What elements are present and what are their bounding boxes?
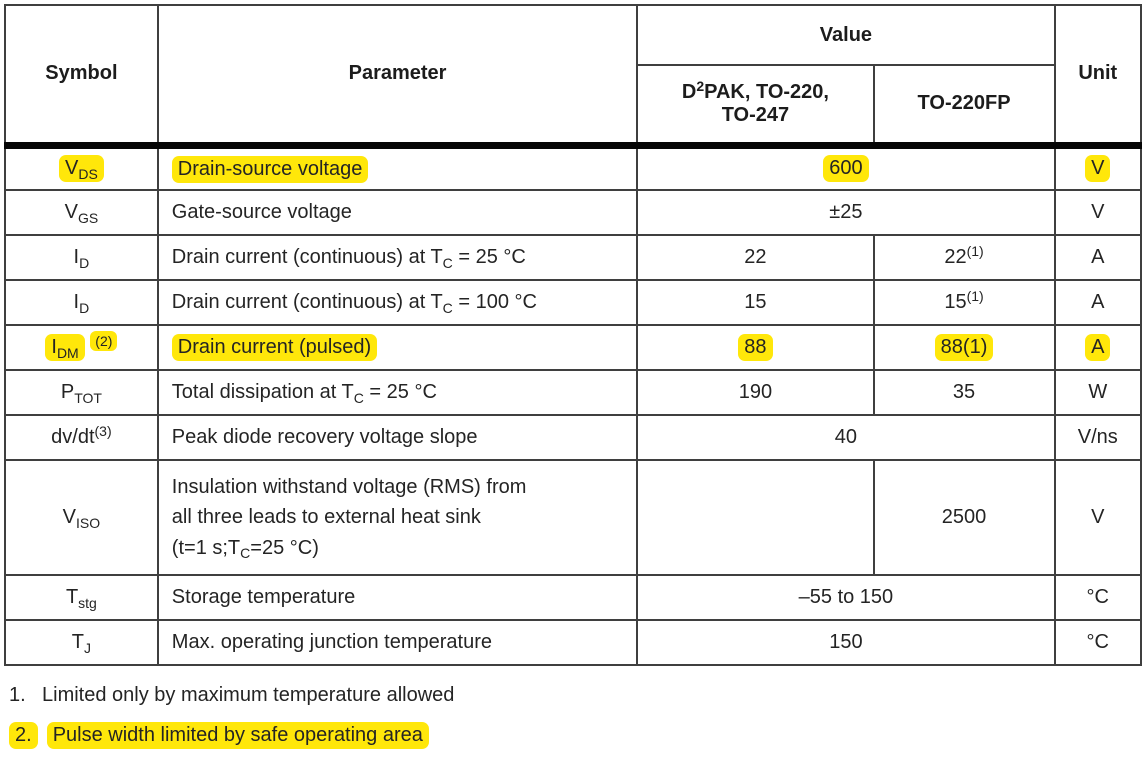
value-cell: ±25 <box>637 190 1054 235</box>
parameter-cell: Drain current (continuous) at $T_C = 100$ °C <box>158 280 638 325</box>
header-value: Value <box>637 5 1054 65</box>
table-row <box>5 190 1141 235</box>
datasheet-page <box>0 4 1147 784</box>
unit-cell: W <box>1055 370 1141 415</box>
value-cell-dpak: 22 <box>637 235 873 280</box>
highlight-mark: Drain current (pulsed) <box>172 334 377 361</box>
highlight-mark: 88(1) <box>935 334 994 361</box>
table-body <box>5 145 1141 665</box>
value-cell <box>637 145 1054 190</box>
parameter-cell: Storage temperature <box>158 575 638 620</box>
table-row <box>5 280 1141 325</box>
symbol-cell: $T_J$ <box>5 620 158 665</box>
parameter-cell: Drain current (continuous) at $T_C = 25$ °C <box>158 235 638 280</box>
value-cell: 40 <box>637 415 1054 460</box>
highlight-mark: A <box>1085 334 1110 361</box>
parameter-cell: Total dissipation at $T_C = 25$ °C <box>158 370 638 415</box>
value-cell: –55 to 150 <box>637 575 1054 620</box>
table-row <box>5 575 1141 620</box>
value-cell-to220fp: 15$^{(1)}$ <box>874 280 1055 325</box>
highlight-mark: Drain-source voltage <box>172 156 369 183</box>
header-row-top <box>5 5 1141 65</box>
highlight-mark: 88 <box>738 334 772 361</box>
highlight-mark: $V_{DS}$ <box>59 155 104 182</box>
parameter-cell: Gate-source voltage <box>158 190 638 235</box>
parameter-cell: Max. operating junction temperature <box>158 620 638 665</box>
table-row <box>5 235 1141 280</box>
symbol-cell: $V_{ISO}$ <box>5 460 158 575</box>
footnote <box>9 682 1147 708</box>
highlight-mark: (2) <box>90 331 117 351</box>
absolute-maximum-ratings-table <box>4 4 1142 666</box>
value-cell-dpak: 190 <box>637 370 873 415</box>
parameter-cell <box>158 325 638 370</box>
footnote-number <box>9 722 38 748</box>
header-unit: Unit <box>1055 5 1141 145</box>
parameter-cell: Peak diode recovery voltage slope <box>158 415 638 460</box>
symbol-cell: $V_{GS}$ <box>5 190 158 235</box>
highlight-mark: V <box>1085 155 1110 182</box>
table-row <box>5 325 1141 370</box>
header-package-to220fp: TO-220FP <box>874 65 1055 145</box>
header-parameter: Parameter <box>158 5 638 145</box>
symbol-cell: $P_{TOT}$ <box>5 370 158 415</box>
symbol-cell: $I_D$ <box>5 235 158 280</box>
unit-cell: °C <box>1055 575 1141 620</box>
parameter-cell: Insulation withstand voltage (RMS) from all three leads to external heat sink (t=1 $s;T_C=25$ °C) <box>158 460 638 575</box>
value-cell-dpak: 15 <box>637 280 873 325</box>
table-row <box>5 620 1141 665</box>
footnote <box>9 722 1147 748</box>
highlight-mark: Pulse width limited by safe operating area <box>47 722 429 749</box>
highlight-mark: 2. <box>9 722 38 749</box>
unit-cell <box>1055 145 1141 190</box>
parameter-cell <box>158 145 638 190</box>
value-cell-to220fp: 2500 <box>874 460 1055 575</box>
value-cell-to220fp: 35 <box>874 370 1055 415</box>
value-cell-dpak <box>637 460 873 575</box>
unit-cell <box>1055 325 1141 370</box>
symbol-cell <box>5 325 158 370</box>
unit-cell: °C <box>1055 620 1141 665</box>
highlight-mark: $I_{DM}$ <box>45 334 84 361</box>
value-cell: 150 <box>637 620 1054 665</box>
table-row <box>5 415 1141 460</box>
table-row <box>5 460 1141 575</box>
header-symbol: Symbol <box>5 5 158 145</box>
value-cell-to220fp <box>874 325 1055 370</box>
unit-cell: V <box>1055 190 1141 235</box>
footnotes <box>9 682 1147 748</box>
highlight-mark: 600 <box>823 155 868 182</box>
symbol-cell: $I_D$ <box>5 280 158 325</box>
value-cell-dpak <box>637 325 873 370</box>
symbol-cell: $T_{stg}$ <box>5 575 158 620</box>
value-cell-to220fp: 22$^{(1)}$ <box>874 235 1055 280</box>
footnote-text <box>47 722 429 749</box>
symbol-cell <box>5 145 158 190</box>
unit-cell: V <box>1055 460 1141 575</box>
symbol-cell: $dv/dt^{(3)}$ <box>5 415 158 460</box>
unit-cell: A <box>1055 235 1141 280</box>
table-row <box>5 145 1141 190</box>
table-row <box>5 370 1141 415</box>
header-package-d2pak-to220-to247: $D^2PAK$, TO-220, TO-247 <box>637 65 873 145</box>
footnote-number: 1. <box>9 684 26 706</box>
unit-cell: V/ns <box>1055 415 1141 460</box>
unit-cell: A <box>1055 280 1141 325</box>
table-header <box>5 5 1141 145</box>
footnote-text: Limited only by maximum temperature allowed <box>42 684 455 706</box>
